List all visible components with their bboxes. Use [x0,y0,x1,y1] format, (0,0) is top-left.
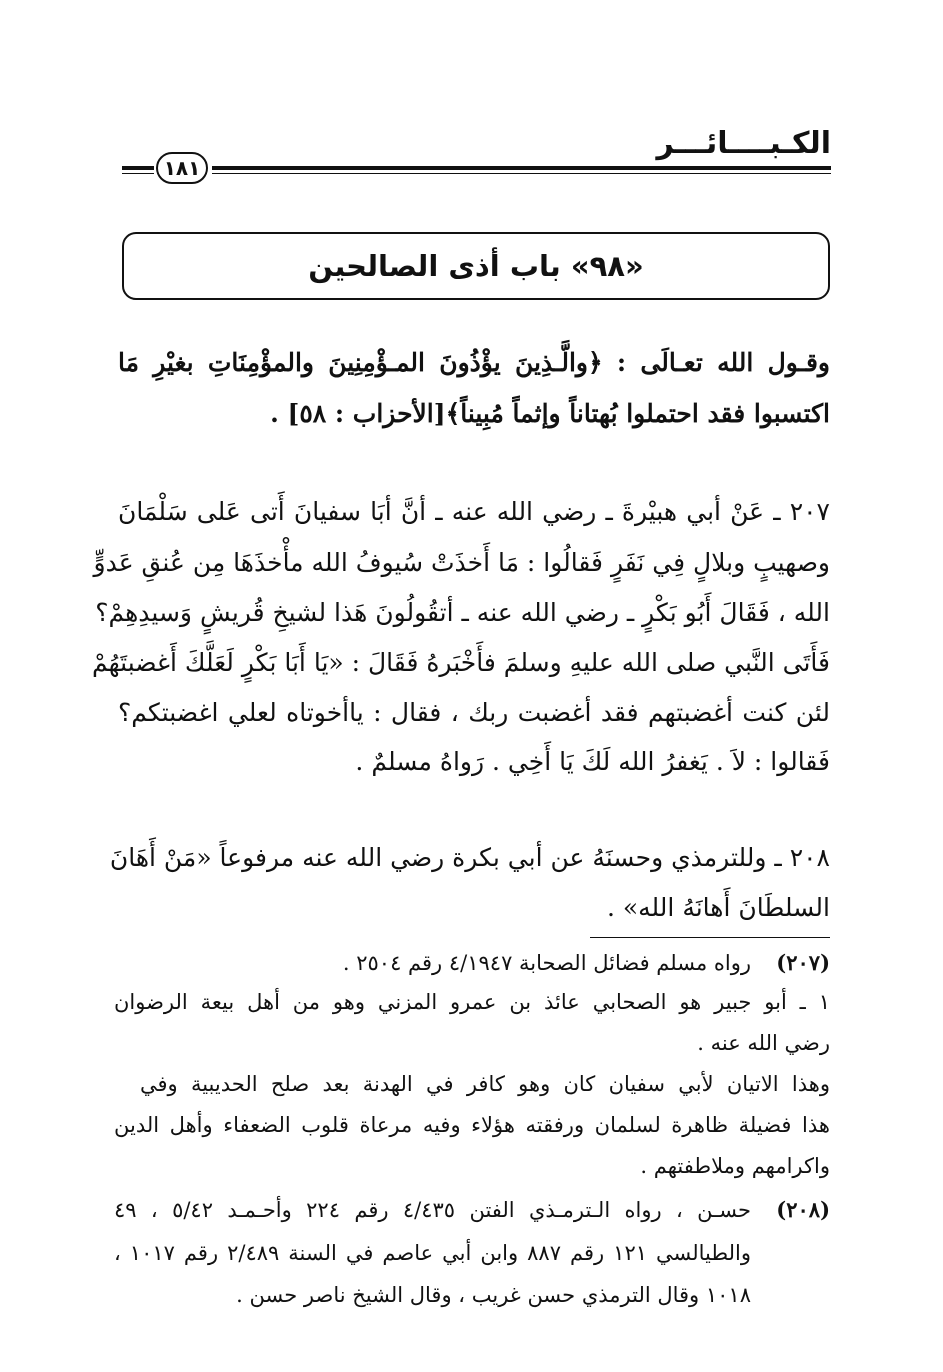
page-number: ١٨١ [156,152,208,184]
running-header-title: الكـبــــائـــر [656,126,831,161]
hadith-207-line: لئن كنت أغضبتهم فقد أغضبت ربك ، فقال : ياأخوتاه لعلي اغضبتكم؟ [118,698,830,727]
header-rule-thick [212,166,831,170]
hadith-207-line: الله ، فَقَالَ أَبُو بَكْرٍ ـ رضي الله عنه ـ أتقُولُونَ هَذا لشيخِ قُريشٍ وَسيدِهِمْ؟ [95,598,830,627]
footnote-line: هذا فضيلة ظاهرة لسلمان ورفقته هؤلاء وفيه مرعاة قلوب الضعفاء وأهل الدين [114,1113,830,1137]
intro-line: اكتسبوا فقد احتملوا بُهتاناً وإثماً مُبِيناً﴾[الأحزاب : ٥٨] . [270,399,830,428]
footnote-separator [590,937,830,938]
footnote-line: حسـن ، رواه الـترمـذي الفتن ٤/٤٣٥ رقم ٢٢٤ وأحـمـد ٥/٤٢ ، ٤٩ [114,1198,751,1222]
footnote-tag: (٢٠٨) [776,1197,830,1222]
footnote-tag: (٢٠٧) [776,950,830,975]
header-rule-left-thick [122,166,154,170]
hadith-207-line: فَقالوا : لاَ . يَغفرُ الله لَكَ يَا أَخِي . رَواهُ مسلمٌ . [355,747,830,776]
header-rule-thin [212,173,831,174]
chapter-heading-box [122,232,830,300]
footnote-line: ١ ـ أبو جبير هو الصحابي عائذ بن عمرو المزني وهو من أهل بيعة الرضوان [114,990,830,1014]
footnote-line: رواه مسلم فضائل الصحابة ٤/١٩٤٧ رقم ٢٥٠٤ . [342,951,751,975]
footnote-line: والطيالسي ١٢١ رقم ٨٨٧ وابن أبي عاصم في السنة ٢/٤٨٩ رقم ١٠١٧ ، [114,1241,751,1265]
footnote-line: ١٠١٨ وقال الترمذي حسن غريب ، وقال الشيخ ناصر حسن . [236,1283,751,1307]
hadith-207-line: فَأَتَى النَّبي صلى الله عليهِ وسلمَ فأَخْبَرهُ فَقَالَ : «يَا أَبَا بَكْرٍ لَعَلَّكَ أَغضبتَهُمْ [91,648,830,677]
hadith-208-line: ٢٠٨ ـ وللترمذي وحسنَهُ عن أبي بكرة رضي الله عنه مرفوعاً «مَنْ أَهَانَ [109,843,830,872]
footnote-line: رضي الله عنه . [697,1031,830,1055]
footnote-line: واكرامهم وملاطفتهم . [640,1154,830,1178]
header-rule-left-thin [122,173,154,174]
hadith-207-line: وصهيبٍ وبلالٍ فِي نَفَرٍ فَقالُوا : مَا أَخذَتْ سُيوفُ الله مأْخذَهَا مِن عُنقِ عَدوٍّ [93,548,830,577]
chapter-title: «٩٨» باب أذى الصالحين [308,249,644,283]
intro-line: وقـول الله تعـالَى : ﴿والَّـذِينَ يؤْذُونَ المـؤْمِنِينَ والمؤْمِنَاتِ بغيْرِ مَا [118,348,830,377]
hadith-207-line: ٢٠٧ ـ عَنْ أبي هبيْرةَ ـ رضي الله عنه ـ أنَّ أبَا سفيانَ أَتى عَلى سَلْمَانَ [118,497,830,526]
footnote-line: وهذا الاتيان لأبي سفيان كان وهو كافر في الهدنة بعد صلح الحديبية وفي [140,1072,830,1096]
hadith-208-line: السلطَانَ أَهانَهُ الله» . [606,893,830,922]
